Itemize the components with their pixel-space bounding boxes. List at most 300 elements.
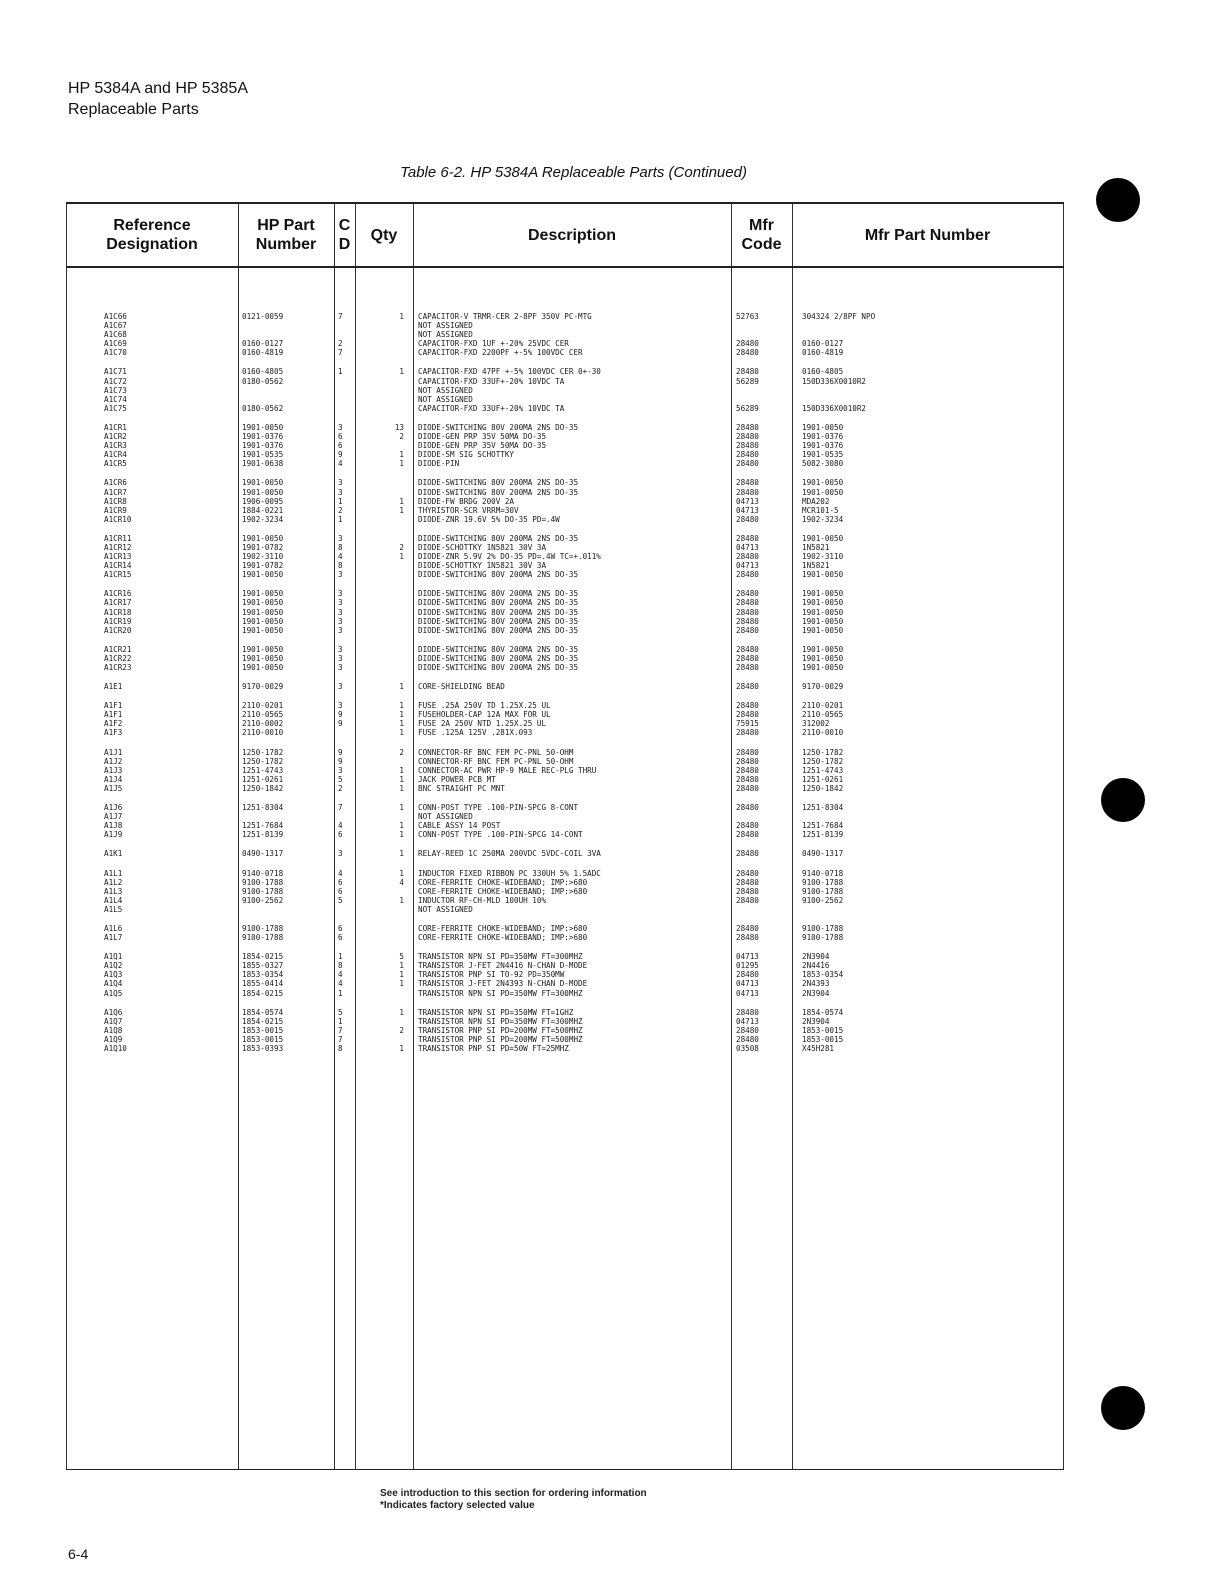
- cell-reference: A1F3: [104, 728, 123, 738]
- cell-mfr-code: 56289: [736, 403, 759, 413]
- cell-mfr-part-number: 2110-0010: [802, 728, 844, 738]
- cell-mfr-code: 28480: [736, 450, 759, 460]
- group-spacer: [66, 691, 1064, 701]
- cell-mfr-part-number: 1250-1782: [802, 756, 844, 766]
- table-row: [66, 552, 1064, 561]
- cell-cd: 3: [338, 653, 343, 663]
- cell-reference: A1C72: [104, 376, 127, 386]
- cell-reference: A1Q5: [104, 988, 123, 998]
- footnote: [380, 1488, 647, 1512]
- cell-hp-part-number: 1901-0050: [242, 663, 284, 672]
- cell-mfr-code: 28480: [736, 877, 759, 887]
- cell-reference: A1CR8: [104, 496, 127, 506]
- cell-hp-part-number: 1250-1842: [242, 783, 284, 793]
- cell-mfr-part-number: MCR101-5: [802, 505, 839, 515]
- table-row: [66, 766, 1064, 775]
- cell-reference: A1J6: [104, 803, 123, 813]
- cell-reference: A1CR22: [104, 653, 132, 663]
- cell-cd: 3: [338, 663, 343, 672]
- cell-mfr-part-number: 150D336X0010R2: [802, 376, 867, 386]
- header-text: HP Part: [257, 217, 315, 234]
- cell-mfr-code: 28480: [736, 616, 759, 626]
- cell-cd: 1: [338, 952, 343, 962]
- cell-description: NOT ASSIGNED: [418, 904, 473, 914]
- cell-mfr-code: 04713: [736, 496, 759, 506]
- cell-mfr-part-number: 1902-3234: [802, 514, 844, 524]
- cell-mfr-part-number: 1901-0050: [802, 625, 844, 635]
- cell-hp-part-number: 1251-0261: [242, 774, 284, 784]
- cell-mfr-part-number: 0160-4819: [802, 348, 844, 358]
- cell-mfr-part-number: 1901-0050: [802, 663, 844, 672]
- cell-description: CAPACITOR-FXD 1UF +-20% 25VDC CER: [418, 339, 569, 349]
- group-spacer: [66, 914, 1064, 924]
- cell-mfr-part-number: 1902-3110: [802, 552, 844, 562]
- cell-reference: A1CR4: [104, 450, 127, 460]
- cell-mfr-code: 28480: [736, 533, 759, 543]
- table-row: [66, 719, 1064, 728]
- table-row: [66, 1008, 1064, 1017]
- header-cd: [334, 204, 355, 266]
- table-row: [66, 1035, 1064, 1044]
- cell-cd: 1: [338, 496, 343, 506]
- cell-reference: A1Q1: [104, 952, 123, 962]
- cell-reference: A1J5: [104, 783, 123, 793]
- cell-mfr-part-number: 2N3904: [802, 1016, 830, 1026]
- table-row: [66, 970, 1064, 979]
- header-reference-designation: [66, 204, 238, 266]
- cell-reference: A1C75: [104, 403, 127, 413]
- cell-description: FUSE .125A 125V .281X.093: [418, 728, 533, 738]
- table-row: [66, 775, 1064, 784]
- cell-mfr-code: 28480: [736, 1007, 759, 1017]
- table-row: [66, 497, 1064, 506]
- cell-mfr-part-number: 1901-0050: [802, 607, 844, 617]
- cell-description: DIODE-SWITCHING 80V 200MA 2NS DO-35: [418, 478, 579, 488]
- cell-mfr-code: 28480: [736, 783, 759, 793]
- cell-cd: 3: [338, 701, 343, 711]
- table-row: [66, 561, 1064, 570]
- cell-mfr-code: 28480: [736, 422, 759, 432]
- header-text: C: [338, 217, 351, 234]
- group-spacer: [66, 859, 1064, 869]
- cell-description: DIODE-SWITCHING 80V 200MA 2NS DO-35: [418, 570, 579, 580]
- cell-description: TRANSISTOR PNP SI TO-92 PD=350MW: [418, 970, 565, 980]
- cell-description: CABLE ASSY 14 POST: [418, 821, 501, 831]
- cell-mfr-code: 28480: [736, 663, 759, 672]
- footnote-factory-selected: *Indicates factory selected value: [380, 1500, 535, 1511]
- cell-hp-part-number: 1901-0376: [242, 432, 284, 442]
- cell-mfr-code: 28480: [736, 598, 759, 608]
- cell-description: CAPACITOR-FXD 47PF +-5% 100VDC CER 0+-30: [418, 367, 601, 377]
- cell-cd: 5: [338, 774, 343, 784]
- cell-hp-part-number: 9100-2562: [242, 895, 284, 905]
- cell-mfr-part-number: 9140-0718: [802, 868, 844, 878]
- cell-mfr-part-number: 1901-0535: [802, 450, 844, 460]
- group-spacer: [66, 793, 1064, 803]
- cell-qty: 1: [399, 312, 404, 321]
- cell-hp-part-number: 1901-0376: [242, 441, 284, 451]
- cell-description: DIODE-SWITCHING 80V 200MA 2NS DO-35: [418, 607, 579, 617]
- cell-mfr-code: 75915: [736, 719, 759, 729]
- cell-description: TRANSISTOR NPN SI PD=350MW FT=300MHZ: [418, 952, 583, 962]
- table-row: [66, 878, 1064, 887]
- cell-description: DIODE-SWITCHING 80V 200MA 2NS DO-35: [418, 487, 579, 497]
- table-row: [66, 1044, 1064, 1053]
- table-row: [66, 654, 1064, 663]
- cell-description: BNC STRAIGHT PC MNT: [418, 783, 505, 793]
- cell-mfr-part-number: 5082-3080: [802, 459, 844, 469]
- cell-mfr-part-number: 1901-0050: [802, 487, 844, 497]
- cell-qty: 1: [399, 830, 404, 840]
- cell-hp-part-number: 1854-0574: [242, 1007, 284, 1017]
- cell-mfr-part-number: 1901-0376: [802, 441, 844, 451]
- cell-cd: 7: [338, 1034, 343, 1044]
- cell-cd: 2: [338, 505, 343, 515]
- cell-mfr-part-number: 1901-0050: [802, 570, 844, 580]
- cell-hp-part-number: 1251-8139: [242, 830, 284, 840]
- table-row: [66, 543, 1064, 552]
- table-row: [66, 979, 1064, 988]
- cell-mfr-code: 28480: [736, 803, 759, 813]
- cell-hp-part-number: 1251-8304: [242, 803, 284, 813]
- cell-qty: 1: [399, 1044, 404, 1053]
- cell-mfr-part-number: 1251-0261: [802, 774, 844, 784]
- cell-reference: A1Q2: [104, 961, 123, 971]
- cell-cd: 5: [338, 1007, 343, 1017]
- table-row: [66, 905, 1064, 914]
- table-row: [66, 534, 1064, 543]
- cell-description: NOT ASSIGNED: [418, 321, 473, 331]
- cell-description: THYRISTOR-SCR VRRM=30V: [418, 505, 519, 515]
- cell-description: FUSE 2A 250V NTD 1.25X.25 UL: [418, 719, 547, 729]
- cell-hp-part-number: 2110-0201: [242, 701, 284, 711]
- table-row: [66, 432, 1064, 441]
- cell-description: NOT ASSIGNED: [418, 385, 473, 395]
- cell-hp-part-number: 9100-1788: [242, 877, 284, 887]
- cell-reference: A1CR1: [104, 422, 127, 432]
- cell-description: DIODE-SWITCHING 80V 200MA 2NS DO-35: [418, 589, 579, 599]
- table-row: [66, 757, 1064, 766]
- cell-reference: A1C67: [104, 321, 127, 331]
- cell-cd: 3: [338, 570, 343, 580]
- cell-cd: 8: [338, 961, 343, 971]
- header-qty: [355, 204, 413, 266]
- table-row: [66, 617, 1064, 626]
- table-row: [66, 348, 1064, 357]
- table-row: [66, 608, 1064, 617]
- table-row: [66, 367, 1064, 376]
- table-row: [66, 423, 1064, 432]
- cell-mfr-code: 28480: [736, 570, 759, 580]
- table-row: [66, 478, 1064, 487]
- cell-mfr-code: 28480: [736, 367, 759, 377]
- cell-qty: 2: [399, 432, 404, 442]
- group-spacer: [66, 524, 1064, 534]
- cell-mfr-code: 28480: [736, 607, 759, 617]
- cell-description: DIODE-SWITCHING 80V 200MA 2NS DO-35: [418, 663, 579, 672]
- cell-mfr-code: 28480: [736, 765, 759, 775]
- cell-reference: A1CR7: [104, 487, 127, 497]
- cell-hp-part-number: 1901-0638: [242, 459, 284, 469]
- cell-mfr-part-number: 0490-1317: [802, 849, 844, 859]
- footnote-ordering: See introduction to this section for ordering information: [380, 1488, 647, 1499]
- cell-mfr-part-number: 1251-4743: [802, 765, 844, 775]
- table-row: [66, 330, 1064, 339]
- cell-description: DIODE-ZNR 5.9V 2% DO-35 PD=.4W TC=+.011%: [418, 552, 601, 562]
- cell-hp-part-number: 0180-0562: [242, 376, 284, 386]
- cell-cd: 3: [338, 478, 343, 488]
- cell-description: NOT ASSIGNED: [418, 330, 473, 340]
- cell-mfr-part-number: 1901-0050: [802, 478, 844, 488]
- table-row: [66, 784, 1064, 793]
- cell-reference: A1L6: [104, 923, 123, 933]
- cell-cd: 6: [338, 877, 343, 887]
- cell-hp-part-number: 0160-4805: [242, 367, 284, 377]
- cell-qty: 1: [399, 450, 404, 460]
- cell-mfr-code: 28480: [736, 747, 759, 757]
- cell-mfr-part-number: 1901-0376: [802, 432, 844, 442]
- cell-mfr-code: 04713: [736, 1016, 759, 1026]
- cell-reference: A1CR17: [104, 598, 132, 608]
- cell-description: CAPACITOR-FXD 33UF+-20% 10VDC TA: [418, 403, 565, 413]
- cell-qty: 1: [399, 552, 404, 562]
- cell-hp-part-number: 1901-0050: [242, 625, 284, 635]
- cell-description: CORE-SHIELDING BEAD: [418, 682, 505, 692]
- cell-mfr-code: 28480: [736, 728, 759, 738]
- cell-description: CAPACITOR-V TRMR-CER 2-8PF 350V PC-MTG: [418, 312, 592, 321]
- cell-reference: A1C69: [104, 339, 127, 349]
- cell-reference: A1J2: [104, 756, 123, 766]
- cell-reference: A1CR5: [104, 459, 127, 469]
- table-row: [66, 441, 1064, 450]
- cell-cd: 3: [338, 625, 343, 635]
- cell-cd: 4: [338, 821, 343, 831]
- cell-cd: 3: [338, 598, 343, 608]
- cell-mfr-part-number: 9100-1788: [802, 933, 844, 943]
- table-row: [66, 506, 1064, 515]
- cell-reference: A1CR12: [104, 542, 132, 552]
- cell-cd: 6: [338, 441, 343, 451]
- cell-description: CORE-FERRITE CHOKE-WIDEBAND; IMP:>680: [418, 933, 588, 943]
- cell-hp-part-number: 1901-0782: [242, 542, 284, 552]
- cell-cd: 1: [338, 988, 343, 998]
- cell-hp-part-number: 1853-0015: [242, 1025, 284, 1035]
- cell-reference: A1CR20: [104, 625, 132, 635]
- cell-mfr-part-number: 9100-1788: [802, 923, 844, 933]
- cell-cd: 1: [338, 367, 343, 377]
- punch-hole-bottom: [1101, 1386, 1145, 1430]
- group-spacer: [66, 738, 1064, 748]
- cell-mfr-code: 28480: [736, 849, 759, 859]
- cell-description: CONNECTOR-AC PWR HP-9 MALE REC-PLG THRU: [418, 765, 597, 775]
- header-text: D: [338, 236, 351, 253]
- cell-reference: A1L5: [104, 904, 123, 914]
- cell-description: DIODE-GEN PRP 35V 50MA DO-35: [418, 432, 547, 442]
- cell-qty: 1: [399, 710, 404, 720]
- cell-hp-part-number: 1901-0050: [242, 570, 284, 580]
- cell-hp-part-number: 1901-0050: [242, 589, 284, 599]
- cell-hp-part-number: 1906-0095: [242, 496, 284, 506]
- cell-qty: 1: [399, 868, 404, 878]
- cell-description: TRANSISTOR NPN SI PD=350MW FT=300MHZ: [418, 1016, 583, 1026]
- cell-qty: 1: [399, 367, 404, 377]
- cell-mfr-code: 28480: [736, 923, 759, 933]
- cell-hp-part-number: 1902-3110: [242, 552, 284, 562]
- cell-hp-part-number: 2110-0010: [242, 728, 284, 738]
- cell-hp-part-number: 1901-0050: [242, 598, 284, 608]
- table-row: [66, 515, 1064, 524]
- cell-hp-part-number: 9100-1788: [242, 923, 284, 933]
- cell-description: TRANSISTOR J-FET 2N4416 N-CHAN D-MODE: [418, 961, 588, 971]
- cell-reference: A1Q10: [104, 1044, 127, 1053]
- cell-mfr-part-number: 1901-0050: [802, 598, 844, 608]
- table-row: [66, 1026, 1064, 1035]
- cell-cd: 4: [338, 868, 343, 878]
- header-hp-part-number: [238, 204, 334, 266]
- cell-reference: A1L2: [104, 877, 123, 887]
- cell-qty: 1: [399, 719, 404, 729]
- table-row: [66, 961, 1064, 970]
- table-row: [66, 377, 1064, 386]
- cell-hp-part-number: 1901-0050: [242, 487, 284, 497]
- cell-cd: 2: [338, 783, 343, 793]
- cell-description: TRANSISTOR PNP SI PD=200MW FT=500MHZ: [418, 1025, 583, 1035]
- cell-hp-part-number: 1853-0354: [242, 970, 284, 980]
- table-row: [66, 869, 1064, 878]
- table-row: [66, 459, 1064, 468]
- cell-reference: A1J7: [104, 812, 123, 822]
- cell-reference: A1C74: [104, 394, 127, 404]
- cell-hp-part-number: 0160-0127: [242, 339, 284, 349]
- cell-mfr-part-number: 1901-0050: [802, 616, 844, 626]
- cell-hp-part-number: 2110-0565: [242, 710, 284, 720]
- table-row: [66, 386, 1064, 395]
- cell-qty: 1: [399, 821, 404, 831]
- cell-cd: 3: [338, 849, 343, 859]
- table-caption: [0, 164, 1229, 181]
- header-text: Description: [527, 226, 616, 244]
- cell-reference: A1K1: [104, 849, 123, 859]
- cell-cd: 3: [338, 682, 343, 692]
- document-subtitle: Replaceable Parts: [68, 101, 199, 118]
- cell-mfr-part-number: MDA202: [802, 496, 830, 506]
- cell-qty: 13: [394, 422, 404, 432]
- cell-reference: A1CR3: [104, 441, 127, 451]
- cell-hp-part-number: 1854-0215: [242, 1016, 284, 1026]
- cell-reference: A1C66: [104, 312, 127, 321]
- cell-mfr-code: 28480: [736, 821, 759, 831]
- cell-description: DIODE-SWITCHING 80V 200MA 2NS DO-35: [418, 533, 579, 543]
- cell-description: CONNECTOR-RF BNC FEM PC-PNL 50-OHM: [418, 756, 574, 766]
- group-spacer: [66, 998, 1064, 1008]
- group-spacer: [66, 942, 1064, 952]
- group-spacer: [66, 468, 1064, 478]
- cell-qty: 1: [399, 970, 404, 980]
- cell-mfr-part-number: X45H281: [802, 1044, 835, 1053]
- cell-reference: A1C71: [104, 367, 127, 377]
- cell-qty: 1: [399, 803, 404, 813]
- cell-description: JACK POWER PCB MT: [418, 774, 496, 784]
- cell-description: TRANSISTOR NPN SI PD=350MW FT=300MHZ: [418, 988, 583, 998]
- punch-hole-top: [1096, 178, 1140, 222]
- cell-mfr-part-number: 9100-1788: [802, 877, 844, 887]
- cell-qty: 1: [399, 895, 404, 905]
- header-text: Mfr Part Number: [864, 226, 991, 244]
- cell-mfr-code: 28480: [736, 441, 759, 451]
- cell-cd: 1: [338, 1016, 343, 1026]
- header-text: Qty: [370, 226, 398, 244]
- table-row: [66, 812, 1064, 821]
- cell-hp-part-number: 1901-0535: [242, 450, 284, 460]
- cell-qty: 1: [399, 1007, 404, 1017]
- cell-mfr-part-number: 1853-0015: [802, 1034, 844, 1044]
- cell-cd: 3: [338, 533, 343, 543]
- cell-description: DIODE-SWITCHING 80V 200MA 2NS DO-35: [418, 422, 579, 432]
- cell-cd: 8: [338, 561, 343, 571]
- cell-cd: 9: [338, 719, 343, 729]
- cell-hp-part-number: 1901-0782: [242, 561, 284, 571]
- cell-reference: A1Q6: [104, 1007, 123, 1017]
- group-spacer: [66, 635, 1064, 645]
- cell-mfr-part-number: 2110-0565: [802, 710, 844, 720]
- cell-mfr-code: 28480: [736, 756, 759, 766]
- cell-description: CONN-POST TYPE .100-PIN-SPCG 14-CONT: [418, 830, 583, 840]
- cell-mfr-code: 04713: [736, 505, 759, 515]
- cell-hp-part-number: 1251-7684: [242, 821, 284, 831]
- cell-mfr-part-number: 312002: [802, 719, 830, 729]
- cell-mfr-code: 28480: [736, 625, 759, 635]
- document-title: HP 5384A and HP 5385A: [68, 80, 248, 97]
- cell-mfr-part-number: 1251-7684: [802, 821, 844, 831]
- table-row: [66, 488, 1064, 497]
- table-row: [66, 748, 1064, 757]
- cell-mfr-code: 28480: [736, 774, 759, 784]
- cell-hp-part-number: 1901-0050: [242, 653, 284, 663]
- cell-hp-part-number: 1901-0050: [242, 607, 284, 617]
- cell-cd: 6: [338, 830, 343, 840]
- cell-description: DIODE-PIN: [418, 459, 460, 469]
- cell-description: DIODE-SWITCHING 80V 200MA 2NS DO-35: [418, 616, 579, 626]
- header-rule: [66, 266, 1064, 268]
- cell-mfr-code: 04713: [736, 979, 759, 989]
- cell-qty: 1: [399, 774, 404, 784]
- cell-cd: 6: [338, 923, 343, 933]
- cell-reference: A1F1: [104, 710, 123, 720]
- cell-hp-part-number: 1901-0050: [242, 616, 284, 626]
- table-row: [66, 321, 1064, 330]
- cell-mfr-code: 03508: [736, 1044, 759, 1053]
- cell-mfr-part-number: 9100-1788: [802, 886, 844, 896]
- cell-description: CAPACITOR-FXD 33UF+-20% 10VDC TA: [418, 376, 565, 386]
- cell-hp-part-number: 1901-0050: [242, 533, 284, 543]
- cell-reference: A1C68: [104, 330, 127, 340]
- cell-cd: 3: [338, 616, 343, 626]
- cell-hp-part-number: 1901-0050: [242, 644, 284, 654]
- cell-cd: 5: [338, 895, 343, 905]
- cell-qty: 1: [399, 701, 404, 711]
- header-text: Designation: [106, 236, 198, 253]
- cell-mfr-code: 52763: [736, 312, 759, 321]
- cell-cd: 9: [338, 450, 343, 460]
- cell-reference: A1L4: [104, 895, 123, 905]
- table-row: [66, 570, 1064, 579]
- cell-mfr-part-number: 304324 2/8PF NPO: [802, 312, 876, 321]
- cell-mfr-part-number: 2N3904: [802, 952, 830, 962]
- cell-qty: 1: [399, 765, 404, 775]
- cell-hp-part-number: 1854-0215: [242, 952, 284, 962]
- cell-description: CORE-FERRITE CHOKE-WIDEBAND; IMP:>680: [418, 877, 588, 887]
- cell-mfr-code: 28480: [736, 701, 759, 711]
